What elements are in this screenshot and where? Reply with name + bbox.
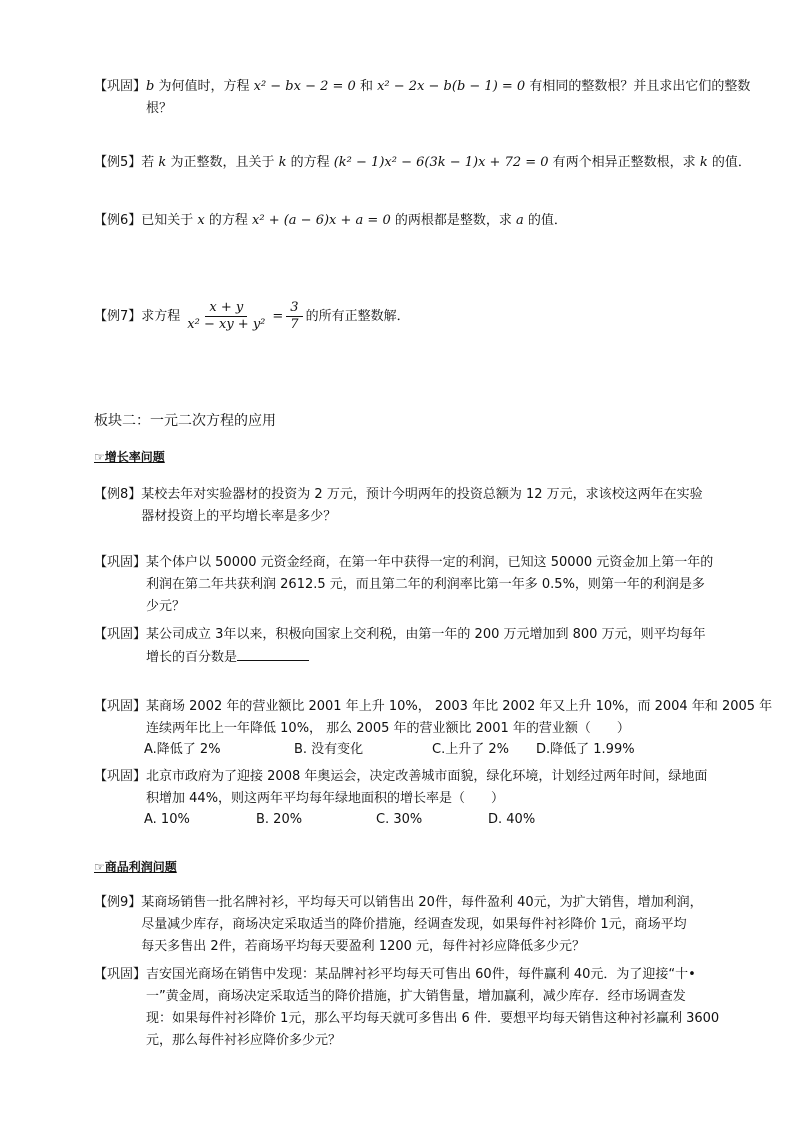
problem-tag: 【例6】 [94, 213, 142, 228]
problem-tag: 【巩固】 [94, 699, 147, 714]
problem-text: b 为何值时，方程 x² − bx − 2 = 0 和 x² − 2x − b(b − 1) = 0 有相同的整数根？并且求出它们的整数根？ [146, 79, 751, 116]
option-b: B. 20% [256, 812, 303, 827]
fraction: $\frac{3}{7}$ [286, 300, 302, 333]
option-b: B. 没有变化 [294, 742, 364, 757]
option-a: A. 10% [144, 812, 190, 827]
problem-tag: 【巩固】 [94, 627, 147, 642]
problem-tag: 【巩固】 [94, 769, 147, 784]
answer-blank [237, 646, 309, 661]
problem-consolidate-revenue: 【巩固】 某商场 2002 年的营业额比 2001 年上升 10%， 2003 年比 2002 年又上升 10%，而 2004 年和 2005 年 连续两年比上一年降低 10%， 那么 2005 年的营业额比 2001 年的营业额（ ） A.降低了 2% B. 没有变化 C.上升了 2% D.降低了 1.99% [94, 696, 774, 760]
problem-text: 求方程 $\frac{x + y}{\text{x² − xy + y²}}$ = $\frac{3}{7}$ 的所有正整数解． [141, 300, 410, 332]
problem-consolidate-profit: 【巩固】 某个体户以 50000 元资金经商，在第一年中获得一定的利润，已知这 50000 元资金加上第一年的 利润在第二年共获利润 2612.5 元，而且第二年的利润率比第一年多 0.5%，则第一年的利润是多 少元？ [94, 552, 774, 618]
equation: x² + (a − 6)x + a = 0 [252, 213, 391, 228]
answer-options [94, 740, 774, 760]
problem-example-6 [94, 210, 774, 232]
option-d: D.降低了 1.99% [536, 742, 635, 757]
problem-example-7 [94, 300, 774, 333]
option-c: C.上升了 2% [432, 742, 509, 757]
option-c: C. 30% [376, 812, 423, 827]
option-d: D. 40% [488, 812, 536, 827]
problem-consolidate-tax: 【巩固】 某公司成立 3年以来，积极向国家上交利税，由第一年的 200 万元增加到 800 万元，则平均每年 增长的百分数是 [94, 624, 774, 669]
problem-consolidate-b [94, 76, 774, 120]
answer-options [94, 810, 774, 830]
problem-tag: 【例7】 [94, 308, 142, 324]
problem-tag: 【例8】 [94, 487, 142, 502]
equation: x² − bx − 2 = 0 [253, 79, 356, 94]
problem-tag: 【巩固】 [94, 555, 147, 570]
problem-text: 已知关于 x 的方程 x² + (a − 6)x + a = 0 的两根都是整数，求 a 的值． [141, 213, 567, 228]
option-a: A.降低了 2% [144, 742, 221, 757]
problem-tag: 【巩固】 [94, 967, 147, 982]
equation: (k² − 1)x² − 6(3k − 1)x + 72 = 0 [333, 155, 549, 170]
subsection-growth-rate: ☞增长率问题 [94, 450, 165, 464]
problem-tag: 【例5】 [94, 155, 142, 170]
section-title: 板块二：一元二次方程的应用 [94, 413, 276, 429]
problem-text: 若 k 为正整数，且关于 k 的方程 (k² − 1)x² − 6(3k − 1)x + 72 = 0 有两个相异正整数根，求 k 的值． [141, 155, 751, 170]
problem-tag: 【巩固】 [94, 79, 147, 94]
problem-consolidate-green: 【巩固】 北京市政府为了迎接 2008 年奥运会，决定改善城市面貌，绿化环境，计划经过两年时间，绿地面 积增加 44%，则这两年平均每年绿地面积的增长率是（ ） A. 10% B. 20% C. 30% D. 40% [94, 766, 774, 830]
fraction: $\frac{x + y}{\text{x² − xy + y²}}$ [187, 300, 266, 332]
problem-example-9: 【例9】 某商场销售一批名牌衬衫，平均每天可以销售出 20件，每件盈利 40元，为扩大销售，增加利润， 尽量减少库存，商场决定采取适当的降价措施，经调查发现，如果每件衬衫降价 1元，商场平均 每天多售出 2件，若商场平均每天要盈利 1200 元，每件衬衫应降低多少元？ [94, 892, 774, 958]
subsection-profit: ☞商品利润问题 [94, 860, 177, 874]
problem-example-8: 【例8】 某校去年对实验器材的投资为 2 万元，预计今明两年的投资总额为 12 万元，求该校这两年在实验 器材投资上的平均增长率是多少？ [94, 484, 774, 528]
problem-tag: 【例9】 [94, 895, 142, 910]
equation: x² − 2x − b(b − 1) = 0 [377, 79, 526, 94]
problem-consolidate-shirt: 【巩固】 吉安国光商场在销售中发现：某品牌衬衫平均每天可售出 60件，每件赢利 40元．为了迎接“十• 一”黄金周，商场决定采取适当的降价措施，扩大销售量，增加赢利，减少库存．经市场调查发 现：如果每件衬衫降价 1元，那么平均每天就可多售出 6 件．要想平均每天销售这种衬衫赢利 3600 元，那么每件衬衫应降价多少元？ [94, 964, 774, 1052]
problem-example-5 [94, 152, 774, 174]
